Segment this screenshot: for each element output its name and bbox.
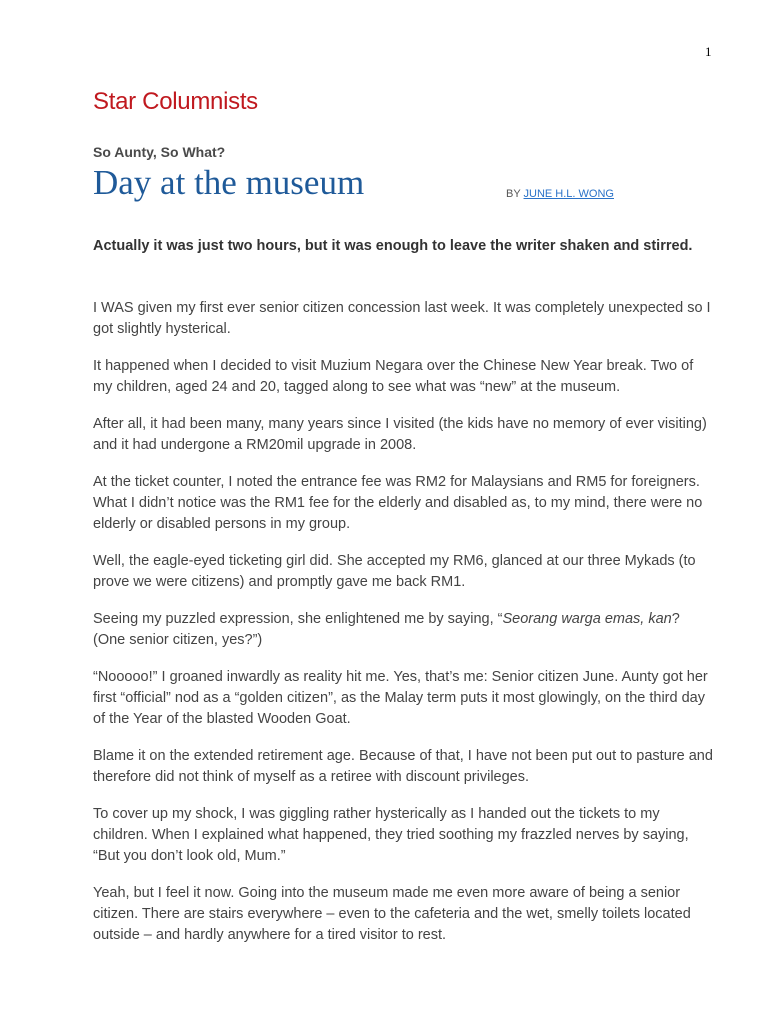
paragraph: Blame it on the extended retirement age. Because of that, I have not been put out to pasture and therefore did not think of myself as a retiree with discount privileges. xyxy=(93,748,713,785)
paragraph: Yeah, but I feel it now. Going into the museum made me even more aware of being a senior citizen. There are stairs everywhere – even to the cafeteria and the wet, smelly toilets located outside – and hardly anywhere for a tired visitor to rest. xyxy=(93,885,691,943)
paragraph: After all, it had been many, many years since I visited (the kids have no memory of ever visiting) and it had undergone a RM20mil upgrade in 2008. xyxy=(93,416,707,453)
paragraph: “Nooooo!” I groaned inwardly as reality hit me. Yes, that’s me: Senior citizen June. Aunty got her first “official” nod as a “golden citizen”, as the Malay term puts it most glowingly, on the third day of the Year of the blasted Wooden Goat. xyxy=(93,669,708,727)
paragraph: I WAS given my first ever senior citizen concession last week. It was completely unexpected so I got slightly hysterical. xyxy=(93,300,711,337)
article-body xyxy=(93,298,715,962)
paragraph: To cover up my shock, I was giggling rather hysterically as I handed out the tickets to my children. When I explained what happened, they tried soothing my frazzled nerves by saying, “But you don’t look old, Mum.” xyxy=(93,806,689,864)
standfirst: Actually it was just two hours, but it was enough to leave the writer shaken and stirred. xyxy=(93,238,693,254)
author-link[interactable]: JUNE H.L. WONG xyxy=(523,188,614,200)
byline-prefix: BY xyxy=(506,188,524,200)
byline xyxy=(506,188,614,200)
quote-end: ? (One senior citizen, yes?”) xyxy=(93,611,680,648)
paragraph: At the ticket counter, I noted the entrance fee was RM2 for Malaysians and RM5 for foreigners. What I didn’t notice was the RM1 fee for the elderly and disabled as, to my mind, there were no elderly or disabled persons in my group. xyxy=(93,474,703,532)
paragraph: It happened when I decided to visit Muzium Negara over the Chinese New Year break. Two of my children, aged 24 and 20, tagged along to see what was “new” at the museum. xyxy=(93,358,694,395)
article-title: Day at the museum xyxy=(93,163,365,202)
title-row xyxy=(93,163,713,213)
malay-quote: Seorang warga emas, kan xyxy=(502,611,672,627)
column-name: So Aunty, So What? xyxy=(93,144,226,160)
quote-start: Seeing my puzzled expression, she enlightened me by saying, “ xyxy=(93,611,503,627)
paragraph: Well, the eagle-eyed ticketing girl did. She accepted my RM6, glanced at our three Mykads (to prove we were citizens) and promptly gave me back RM1. xyxy=(93,553,696,590)
page-number: 1 xyxy=(705,44,712,59)
paragraph xyxy=(93,609,715,651)
section-heading: Star Columnists xyxy=(93,88,258,115)
